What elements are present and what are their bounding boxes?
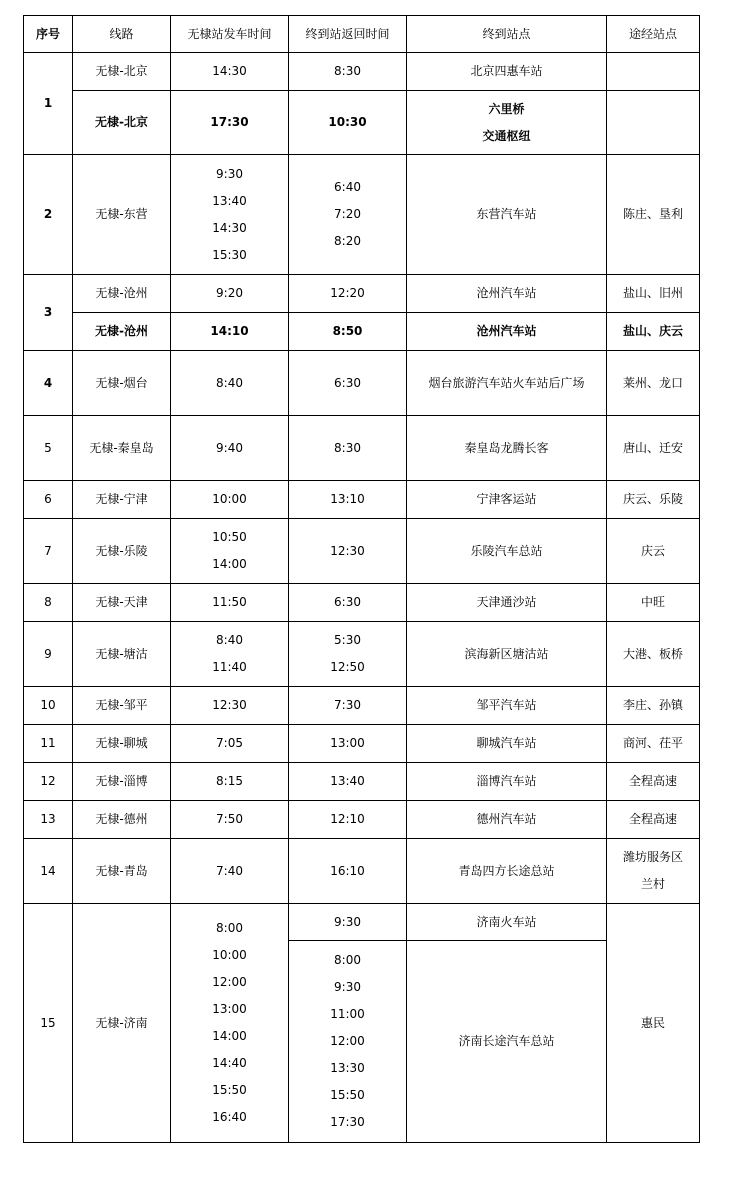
- return-time: [289, 941, 407, 1143]
- table-row: [24, 725, 700, 763]
- depart-time-text: 7:50: [216, 812, 243, 826]
- terminal-station: [407, 519, 607, 584]
- return-time-text: 9:30: [334, 914, 361, 929]
- return-time-text: 13:00: [330, 736, 365, 750]
- return-time: [289, 313, 407, 351]
- table-row: [24, 155, 700, 275]
- header-route: 线路: [73, 16, 171, 53]
- via-stations-text: 盐山、庆云: [622, 324, 683, 338]
- via-stations: [607, 725, 700, 763]
- return-time-text: 12:50: [330, 660, 365, 674]
- row-number: 1: [24, 53, 73, 155]
- table-row: [24, 519, 700, 584]
- table-row: [24, 351, 700, 416]
- terminal-station: [407, 839, 607, 904]
- table-row: [24, 481, 700, 519]
- return-time-text: 7:20: [334, 207, 361, 221]
- terminal-station: [407, 763, 607, 801]
- depart-time-text: 14:30: [212, 64, 247, 78]
- return-time: [289, 801, 407, 839]
- return-time-text: 12:00: [330, 1034, 365, 1048]
- row-number: 12: [24, 763, 73, 801]
- table-row: [24, 275, 700, 313]
- table-row: [24, 801, 700, 839]
- return-time: [289, 351, 407, 416]
- depart-time-text: 13:40: [212, 193, 247, 208]
- table-row: [24, 839, 700, 904]
- return-time: [289, 904, 407, 941]
- row-number: 7: [24, 519, 73, 584]
- terminal-station: [407, 155, 607, 275]
- terminal-station-text: 北京四惠车站: [470, 64, 543, 78]
- route-name: 无棣-邹平: [73, 687, 171, 725]
- depart-time-text: 10:00: [212, 948, 247, 962]
- return-time-text: 10:30: [328, 115, 367, 129]
- via-stations-text: 惠民: [640, 1015, 665, 1030]
- return-time-text: 13:40: [330, 774, 365, 788]
- terminal-station-text: 宁津客运站: [476, 492, 537, 506]
- depart-time-text: 12:00: [212, 975, 247, 989]
- depart-time-text: 9:30: [216, 166, 243, 181]
- return-time-text: 13:30: [330, 1061, 365, 1075]
- via-stations-text: 中旺: [640, 595, 665, 609]
- return-time-text: 13:10: [330, 492, 365, 506]
- route-name: 无棣-东营: [73, 155, 171, 275]
- return-time: [289, 91, 407, 155]
- depart-time-text: 14:40: [212, 1056, 247, 1070]
- depart-time-text: 10:50: [212, 530, 247, 544]
- via-stations-text: 全程高速: [628, 774, 677, 788]
- return-time: [289, 687, 407, 725]
- depart-time-text: 9:40: [216, 440, 243, 455]
- route-name: 无棣-天津: [73, 584, 171, 622]
- via-stations: [607, 416, 700, 481]
- row-number: 8: [24, 584, 73, 622]
- terminal-station: [407, 53, 607, 91]
- via-stations-text: 陈庄、垦利: [622, 207, 683, 221]
- terminal-station: [407, 687, 607, 725]
- depart-time-text: 8:40: [216, 633, 243, 647]
- route-name: 无棣-沧州: [73, 313, 171, 351]
- route-name: 无棣-乐陵: [73, 519, 171, 584]
- route-name: 无棣-沧州: [73, 275, 171, 313]
- terminal-station-text: 乐陵汽车总站: [470, 543, 543, 558]
- via-stations-text: 庆云、乐陵: [622, 492, 683, 506]
- depart-time-text: 15:30: [212, 247, 247, 262]
- depart-time: [171, 351, 289, 416]
- depart-time: [171, 725, 289, 763]
- via-stations: [607, 53, 700, 91]
- header-no: 序号: [24, 16, 73, 53]
- via-stations-text: 盐山、旧州: [622, 286, 683, 300]
- return-time: [289, 519, 407, 584]
- depart-time: [171, 519, 289, 584]
- terminal-station-text: 秦皇岛龙腾长客: [464, 440, 549, 455]
- route-name: 无棣-聊城: [73, 725, 171, 763]
- return-time-text: 9:30: [334, 980, 361, 994]
- via-stations-text: 潍坊服务区: [622, 850, 683, 864]
- depart-time-text: 7:05: [216, 736, 243, 750]
- return-time: [289, 839, 407, 904]
- route-name: 无棣-青岛: [73, 839, 171, 904]
- depart-time: [171, 481, 289, 519]
- via-stations: [607, 839, 700, 904]
- depart-time: [171, 275, 289, 313]
- return-time-text: 12:20: [330, 286, 365, 300]
- return-time-text: 17:30: [330, 1115, 365, 1129]
- return-time-text: 8:00: [334, 953, 361, 967]
- terminal-station-text: 济南火车站: [476, 914, 537, 929]
- via-stations-text: 大港、板桥: [622, 646, 683, 661]
- via-stations-text: 唐山、迁安: [622, 440, 683, 455]
- table-row: [24, 763, 700, 801]
- depart-time: [171, 313, 289, 351]
- route-name: 无棣-北京: [73, 53, 171, 91]
- return-time-text: 8:30: [334, 440, 361, 455]
- via-stations: [607, 622, 700, 687]
- via-stations: [607, 904, 700, 1143]
- terminal-station-text: 青岛四方长途总站: [458, 863, 555, 878]
- return-time-text: 15:50: [330, 1088, 365, 1102]
- return-time-text: 16:10: [330, 863, 365, 878]
- via-stations-text: 全程高速: [628, 812, 677, 826]
- terminal-station: [407, 275, 607, 313]
- return-time: [289, 155, 407, 275]
- terminal-station-text: 六里桥: [488, 101, 525, 116]
- via-stations: [607, 763, 700, 801]
- table-row: [24, 622, 700, 687]
- depart-time-text: 9:20: [216, 286, 243, 300]
- depart-time-text: 7:40: [216, 863, 243, 878]
- header-terminal: 终到站点: [407, 16, 607, 53]
- terminal-station-text: 交通枢纽: [482, 128, 531, 143]
- depart-time: [171, 584, 289, 622]
- terminal-station-text: 天津通沙站: [476, 595, 537, 609]
- return-time: [289, 622, 407, 687]
- terminal-station-text: 济南长途汽车总站: [458, 1034, 555, 1048]
- depart-time-text: 15:50: [212, 1083, 247, 1097]
- depart-time: [171, 416, 289, 481]
- table-row: [24, 313, 700, 351]
- row-number: 14: [24, 839, 73, 904]
- terminal-station-text: 东营汽车站: [476, 207, 537, 221]
- via-stations-text: 李庄、孙镇: [622, 698, 683, 712]
- return-time-text: 8:50: [332, 324, 363, 338]
- depart-time: [171, 763, 289, 801]
- terminal-station: [407, 91, 607, 155]
- depart-time: [171, 155, 289, 275]
- depart-time: [171, 687, 289, 725]
- terminal-station: [407, 416, 607, 481]
- terminal-station-text: 德州汽车站: [476, 812, 537, 826]
- via-stations: [607, 584, 700, 622]
- depart-time-text: 14:00: [212, 1029, 247, 1043]
- table-row: [24, 53, 700, 91]
- row-number: 5: [24, 416, 73, 481]
- table-row: [24, 904, 700, 941]
- depart-time-text: 13:00: [212, 1002, 247, 1016]
- table-row: [24, 91, 700, 155]
- depart-time-text: 14:00: [212, 557, 247, 571]
- depart-time-text: 10:00: [212, 492, 247, 506]
- table-row: [24, 416, 700, 481]
- header-via: 途经站点: [607, 16, 700, 53]
- table-row: [24, 584, 700, 622]
- return-time: [289, 416, 407, 481]
- route-name: 无棣-德州: [73, 801, 171, 839]
- header-return-time: 终到站返回时间: [289, 16, 407, 53]
- route-name: 无棣-北京: [73, 91, 171, 155]
- via-stations-text: 庆云: [640, 543, 665, 558]
- terminal-station: [407, 313, 607, 351]
- depart-time-text: 14:10: [210, 324, 249, 338]
- depart-time: [171, 801, 289, 839]
- depart-time-text: 14:30: [212, 220, 247, 235]
- via-stations: [607, 519, 700, 584]
- via-stations-text: 商河、茌平: [622, 736, 683, 750]
- route-name: 无棣-秦皇岛: [73, 416, 171, 481]
- route-name: 无棣-淄博: [73, 763, 171, 801]
- row-number: 2: [24, 155, 73, 275]
- terminal-station: [407, 904, 607, 941]
- return-time-text: 6:30: [334, 595, 361, 609]
- row-number: 15: [24, 904, 73, 1143]
- terminal-station: [407, 584, 607, 622]
- depart-time-text: 17:30: [210, 115, 249, 129]
- via-stations-text: 兰村: [640, 877, 665, 891]
- row-number: 3: [24, 275, 73, 351]
- terminal-station-text: 沧州汽车站: [476, 324, 537, 338]
- depart-time-text: 11:40: [212, 660, 247, 674]
- depart-time: [171, 53, 289, 91]
- depart-time-text: 8:15: [216, 774, 243, 788]
- route-name: 无棣-塘沽: [73, 622, 171, 687]
- schedule-body: [24, 53, 700, 1143]
- terminal-station-text: 滨海新区塘沽站: [464, 646, 549, 661]
- terminal-station: [407, 351, 607, 416]
- row-number: 10: [24, 687, 73, 725]
- terminal-station: [407, 801, 607, 839]
- route-name: 无棣-宁津: [73, 481, 171, 519]
- depart-time-text: 16:40: [212, 1110, 247, 1124]
- return-time: [289, 725, 407, 763]
- terminal-station-text: 邹平汽车站: [476, 698, 537, 712]
- depart-time: [171, 839, 289, 904]
- via-stations: [607, 801, 700, 839]
- via-stations-text: 莱州、龙口: [622, 375, 683, 390]
- via-stations: [607, 351, 700, 416]
- via-stations: [607, 91, 700, 155]
- return-time: [289, 763, 407, 801]
- terminal-station: [407, 941, 607, 1143]
- return-time-text: 7:30: [334, 698, 361, 712]
- return-time-text: 12:30: [330, 543, 365, 558]
- return-time-text: 11:00: [330, 1007, 365, 1021]
- return-time-text: 6:40: [334, 180, 361, 194]
- row-number: 13: [24, 801, 73, 839]
- depart-time: [171, 622, 289, 687]
- return-time-text: 5:30: [334, 633, 361, 647]
- row-number: 4: [24, 351, 73, 416]
- return-time-text: 8:20: [334, 234, 361, 248]
- row-number: 6: [24, 481, 73, 519]
- return-time: [289, 584, 407, 622]
- depart-time-text: 11:50: [212, 595, 247, 609]
- via-stations: [607, 481, 700, 519]
- terminal-station: [407, 481, 607, 519]
- return-time-text: 6:30: [334, 375, 361, 390]
- return-time-text: 8:30: [334, 64, 361, 78]
- terminal-station-text: 沧州汽车站: [476, 286, 537, 300]
- via-stations: [607, 687, 700, 725]
- via-stations: [607, 275, 700, 313]
- return-time-text: 12:10: [330, 812, 365, 826]
- return-time: [289, 481, 407, 519]
- header-row: [24, 16, 700, 53]
- depart-time: [171, 904, 289, 1143]
- terminal-station: [407, 622, 607, 687]
- depart-time-text: 8:00: [216, 921, 243, 935]
- depart-time: [171, 91, 289, 155]
- via-stations: [607, 313, 700, 351]
- bus-schedule-table: [23, 15, 700, 1143]
- depart-time-text: 8:40: [216, 375, 243, 390]
- row-number: 11: [24, 725, 73, 763]
- table-row: [24, 687, 700, 725]
- route-name: 无棣-济南: [73, 904, 171, 1143]
- terminal-station-text: 聊城汽车站: [476, 736, 537, 750]
- terminal-station-text: 淄博汽车站: [476, 774, 537, 788]
- header-depart-time: 无棣站发车时间: [171, 16, 289, 53]
- return-time: [289, 53, 407, 91]
- terminal-station-text: 烟台旅游汽车站火车站后广场: [428, 375, 585, 390]
- route-name: 无棣-烟台: [73, 351, 171, 416]
- row-number: 9: [24, 622, 73, 687]
- terminal-station: [407, 725, 607, 763]
- via-stations: [607, 155, 700, 275]
- depart-time-text: 12:30: [212, 698, 247, 712]
- return-time: [289, 275, 407, 313]
